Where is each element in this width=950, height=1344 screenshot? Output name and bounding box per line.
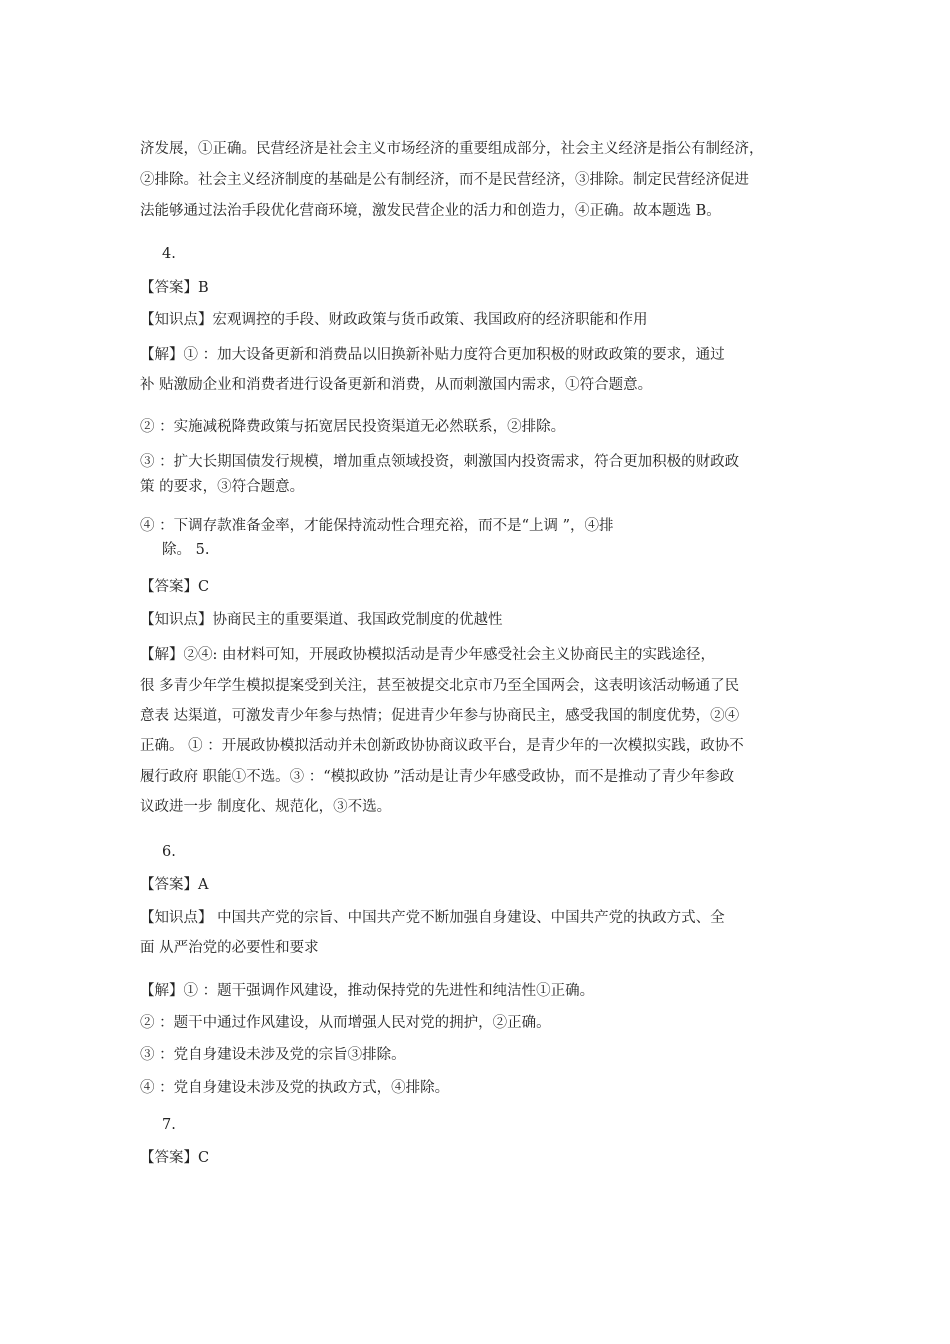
explanation-line: 很 多青少年学生模拟提案受到关注，甚至被提交北京市乃至全国两会，这表明该活动畅通了民 xyxy=(140,678,740,694)
explanation-line: ③ ：扩大长期国债发行规模，增加重点领域投资，刺激国内投资需求，符合更加积极的财政政 xyxy=(140,454,740,470)
explanation-line: 意表 达渠道，可激发青少年参与热情；促进青少年参与协商民主，感受我国的制度优势，②④ xyxy=(140,708,740,724)
question-number: 6. xyxy=(162,844,176,860)
explanation-line: 【解】① ：加大设备更新和消费品以旧换新补贴力度符合更加积极的财政政策的要求，通过 xyxy=(140,347,725,363)
explanation-line: ② ：题干中通过作风建设，从而增强人民对党的拥护，②正确。 xyxy=(140,1015,551,1031)
explanation-line: ④ ：下调存款准备金率，才能保持流动性合理充裕，而不是“上调 ”，④排 xyxy=(140,518,614,534)
explanation-line: ④ ：党自身建设未涉及党的执政方式，④排除。 xyxy=(140,1080,450,1096)
explanation-line: 补 贴激励企业和消费者进行设备更新和消费，从而刺激国内需求，①符合题意。 xyxy=(140,377,653,393)
explanation-line: 正确。 ① ：开展政协模拟活动并未创新政协协商议政平台，是青少年的一次模拟实践，政协不 xyxy=(140,738,744,754)
explanation-line: 【解】②④: 由材料可知，开展政协模拟活动是青少年感受社会主义协商民主的实践途径， xyxy=(140,647,715,663)
explanation-line: 履行政府 职能①不选。③ ：“模拟政协 ”活动是让青少年感受政协，而不是推动了青少年参政 xyxy=(140,769,735,785)
answer-label: 【答案】A xyxy=(140,877,209,893)
question-number: 4. xyxy=(162,246,176,262)
explanation-line: 【解】① ：题干强调作风建设，推动保持党的先进性和纯洁性①正确。 xyxy=(140,983,595,999)
answer-label: 【答案】C xyxy=(140,1150,210,1166)
knowledge-point: 【知识点】协商民主的重要渠道、我国政党制度的优越性 xyxy=(140,612,503,628)
explanation-line: 议政进一步 制度化、规范化，③不选。 xyxy=(140,799,392,815)
knowledge-point: 面 从严治党的必要性和要求 xyxy=(140,940,319,956)
explanation-line: 除。 5. xyxy=(162,542,210,558)
explanation-line: ② ：实施减税降费政策与拓宽居民投资渠道无必然联系，②排除。 xyxy=(140,419,566,435)
answer-label: 【答案】B xyxy=(140,280,209,296)
knowledge-point: 【知识点】宏观调控的手段、财政政策与货币政策、我国政府的经济职能和作用 xyxy=(140,312,648,328)
paragraph-line: 法能够通过法治手段优化营商环境，激发民营企业的活力和创造力，④正确。故本题选 B。 xyxy=(140,203,721,219)
paragraph-line: 济发展，①正确。民营经济是社会主义市场经济的重要组成部分，社会主义经济是指公有制经济， xyxy=(140,141,764,157)
question-number: 7. xyxy=(162,1117,176,1133)
answer-label: 【答案】C xyxy=(140,579,210,595)
explanation-line: 策 的要求，③符合题意。 xyxy=(140,479,305,495)
knowledge-point: 【知识点】 中国共产党的宗旨、中国共产党不断加强自身建设、中国共产党的执政方式、全 xyxy=(140,910,725,926)
paragraph-line: ②排除。社会主义经济制度的基础是公有制经济，而不是民营经济，③排除。制定民营经济促进 xyxy=(140,172,749,188)
explanation-line: ③ ：党自身建设未涉及党的宗旨③排除。 xyxy=(140,1047,406,1063)
